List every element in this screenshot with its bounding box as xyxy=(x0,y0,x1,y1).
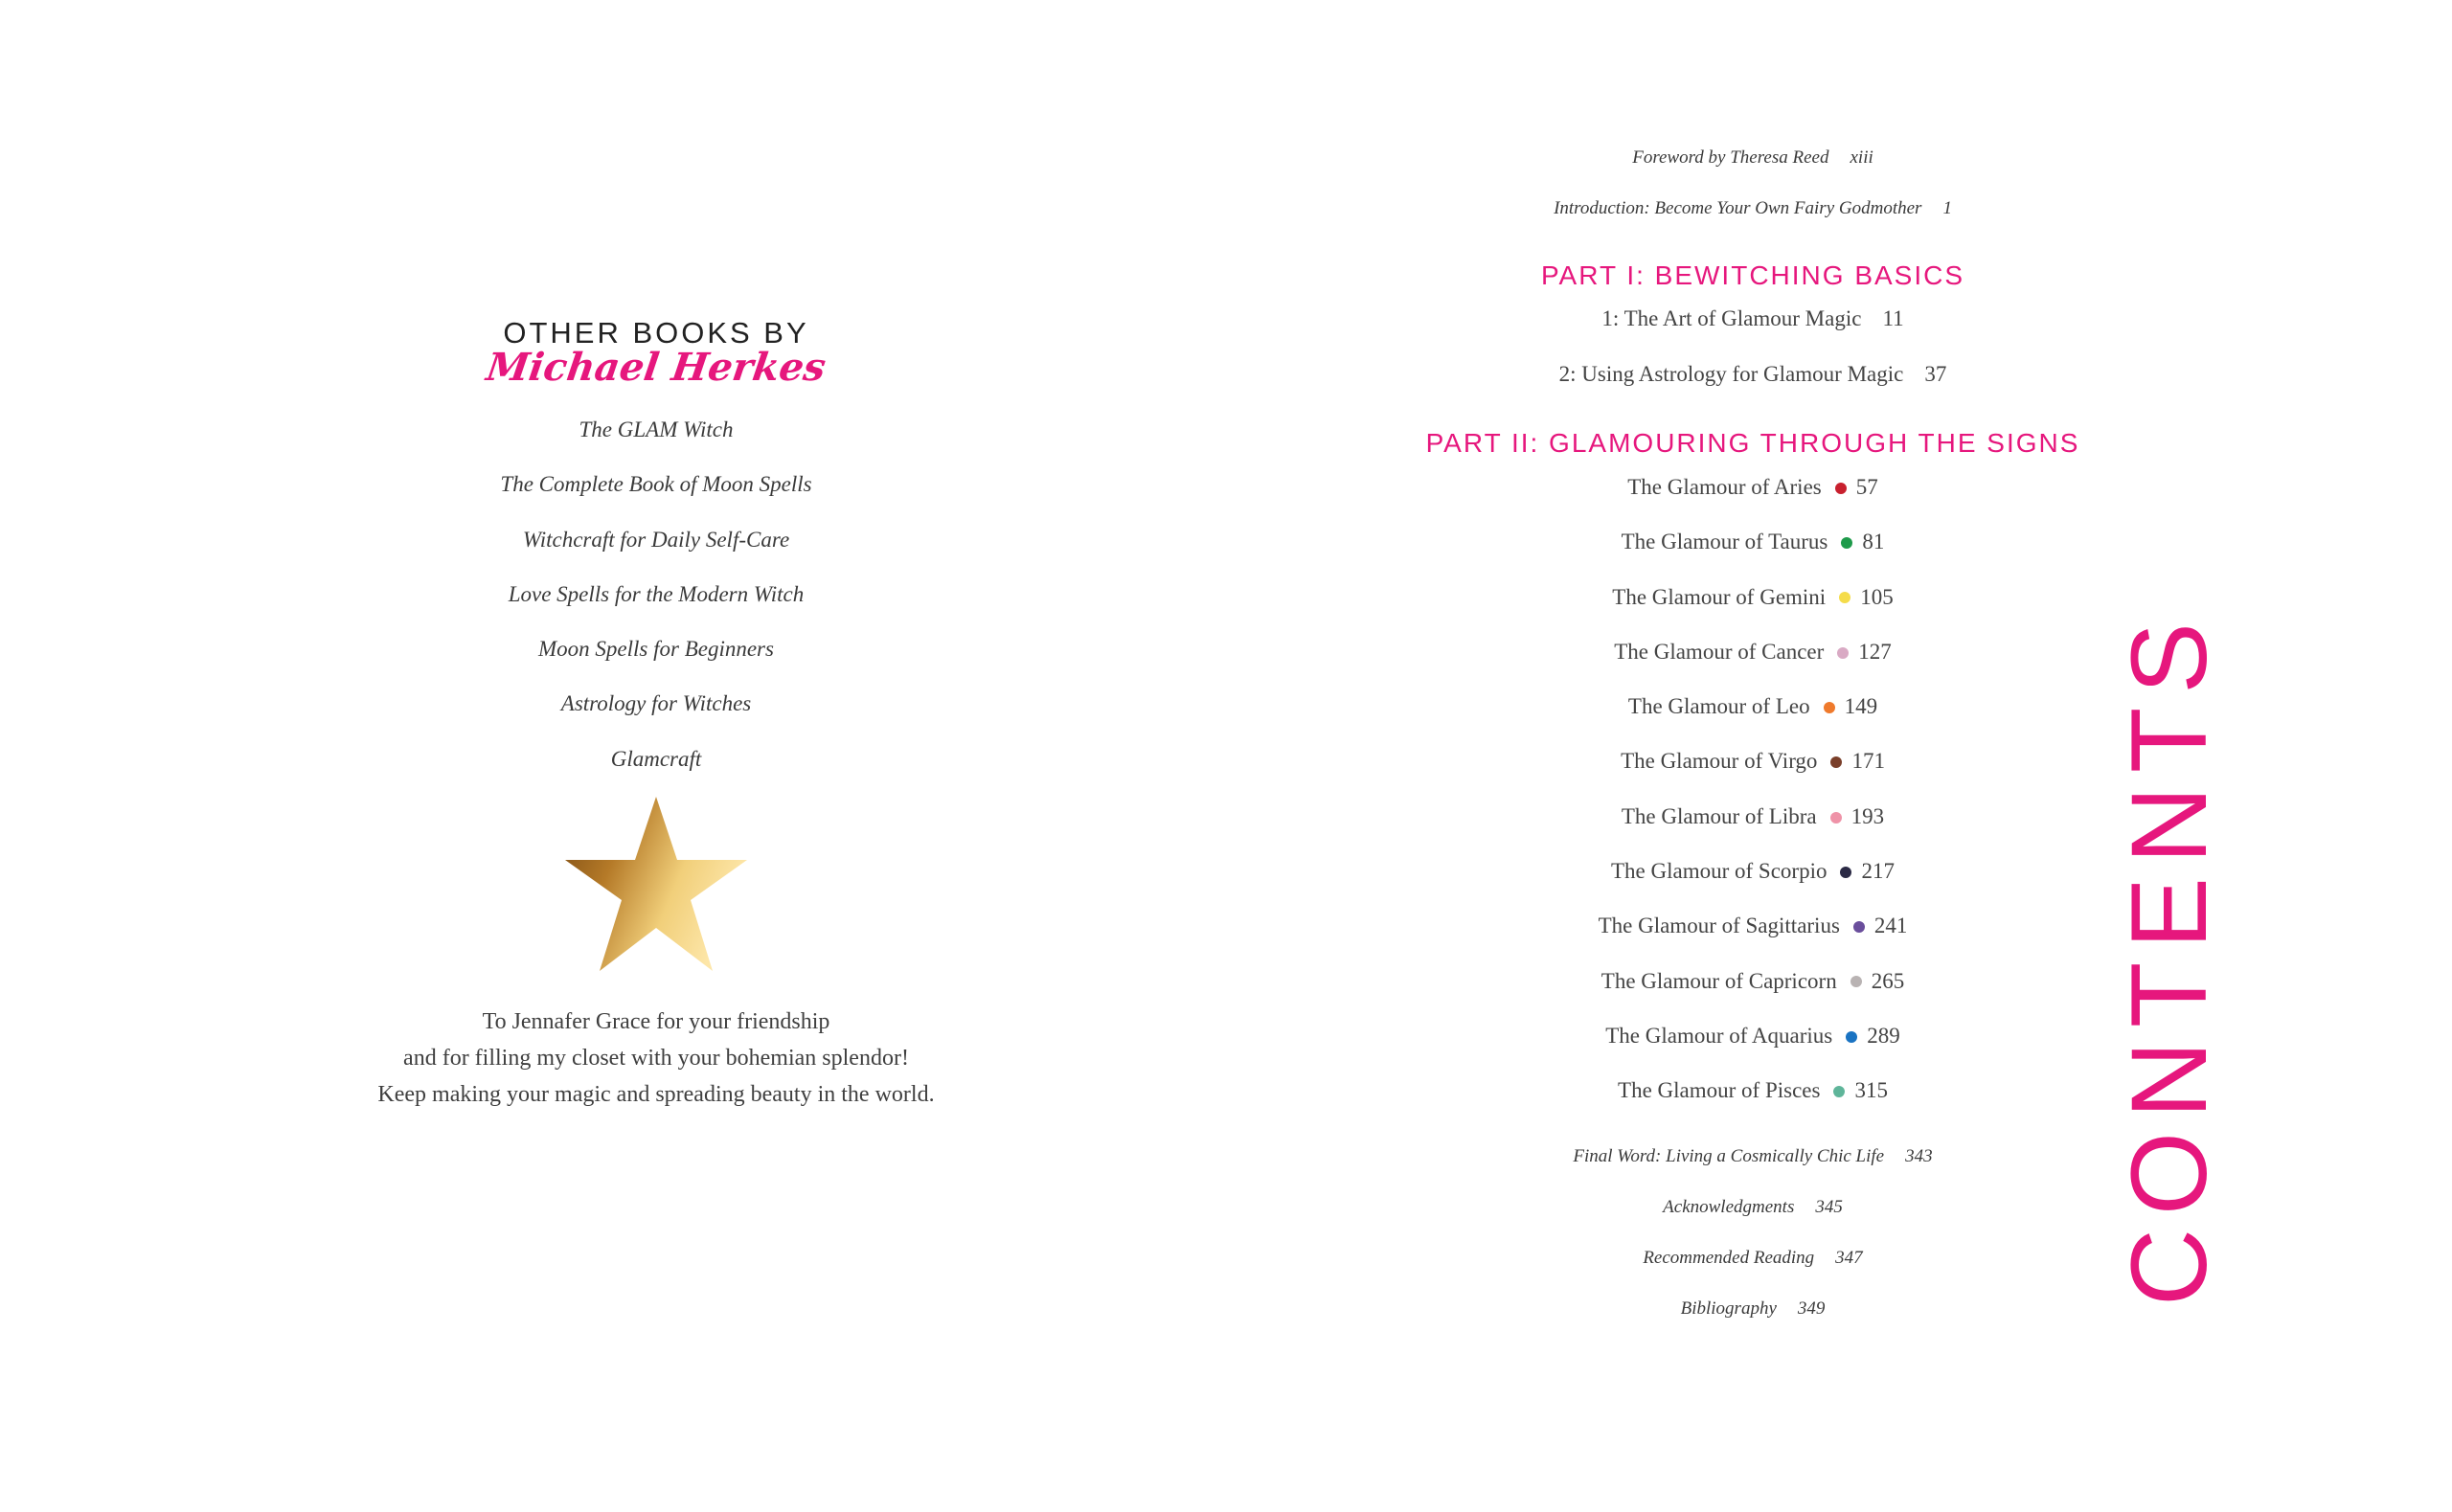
toc-entry-label: The Glamour of Capricorn xyxy=(1601,968,1837,993)
toc-entry-sign[interactable] xyxy=(1360,855,2146,910)
toc-page-number: 217 xyxy=(1861,859,1895,884)
toc-entry-label: The Glamour of Taurus xyxy=(1621,530,1828,554)
color-dot-icon xyxy=(1840,867,1851,878)
toc-page-number: 289 xyxy=(1867,1023,1900,1048)
color-dot-icon xyxy=(1853,921,1865,933)
toc-entry-sign[interactable] xyxy=(1360,690,2146,745)
color-dot-icon xyxy=(1841,537,1852,549)
toc-page-number: 347 xyxy=(1835,1248,1863,1268)
color-dot-icon xyxy=(1830,756,1842,768)
toc-entry-label: The Glamour of Cancer xyxy=(1614,639,1825,664)
color-dot-icon xyxy=(1835,483,1847,494)
toc-entry-acknowledgments[interactable] xyxy=(1360,1197,2146,1218)
toc-entry-bibliography[interactable] xyxy=(1360,1298,2146,1320)
toc-entry-label: Recommended Reading xyxy=(1643,1248,1815,1268)
toc-page-number: 149 xyxy=(1844,694,1878,719)
toc-page-number: 37 xyxy=(1924,362,1947,386)
toc-entry-sign[interactable] xyxy=(1360,636,2146,690)
toc-entry-sign[interactable] xyxy=(1360,801,2146,855)
toc-entry-label: Introduction: Become Your Own Fairy Godmother xyxy=(1554,198,1922,218)
dedication-line: and for filling my closet with your bohemian splendor! xyxy=(403,1046,909,1071)
toc-page-number: 349 xyxy=(1797,1298,1826,1319)
toc-page-number: 1 xyxy=(1942,198,1952,218)
toc-page-number: 57 xyxy=(1855,475,1878,499)
toc-page-number: 81 xyxy=(1862,530,1885,554)
toc-entry-label: The Glamour of Pisces xyxy=(1618,1078,1821,1103)
contents-title-text: CONTENTS xyxy=(2109,609,2229,1306)
toc-entry-label: The Glamour of Aquarius xyxy=(1605,1023,1833,1048)
toc-entry-sign[interactable] xyxy=(1360,471,2146,526)
book-title: Moon Spells for Beginners xyxy=(538,637,774,662)
toc-entry-introduction[interactable] xyxy=(1360,198,2146,219)
toc-entry-label: The Glamour of Libra xyxy=(1621,803,1817,828)
toc-entry-chapter2[interactable] xyxy=(1360,362,2146,387)
toc-page-number: 265 xyxy=(1871,968,1905,993)
book-title: Witchcraft for Daily Self-Care xyxy=(522,527,790,552)
contents-title xyxy=(2109,609,2229,1306)
book-title: The GLAM Witch xyxy=(579,417,734,441)
toc-page-number: 127 xyxy=(1858,639,1892,664)
toc-entry-label: Acknowledgments xyxy=(1663,1197,1795,1217)
part2-heading: PART II: GLAMOURING THROUGH THE SIGNS xyxy=(1425,428,2080,458)
toc-entry-sign[interactable] xyxy=(1360,1020,2146,1074)
other-books-header: OTHER BOOKS BY xyxy=(503,316,809,350)
color-dot-icon xyxy=(1850,976,1862,987)
toc-entry-final-word[interactable] xyxy=(1360,1146,2146,1167)
toc-page-number: 105 xyxy=(1860,584,1894,609)
toc-entry-chapter1[interactable] xyxy=(1360,306,2146,331)
toc-entry-foreword[interactable] xyxy=(1360,147,2146,169)
toc-page-number: 343 xyxy=(1905,1146,1933,1166)
toc-entry-label: The Glamour of Sagittarius xyxy=(1598,914,1840,938)
color-dot-icon xyxy=(1830,812,1842,824)
toc-entry-sign[interactable] xyxy=(1360,581,2146,636)
toc-entry-label: Final Word: Living a Cosmically Chic Life xyxy=(1573,1146,1885,1166)
toc-entry-label: 1: The Art of Glamour Magic xyxy=(1601,306,1862,330)
toc-entry-sign[interactable] xyxy=(1360,910,2146,964)
toc-entry-label: The Glamour of Virgo xyxy=(1621,749,1818,774)
books-list xyxy=(0,414,1312,798)
toc-entry-label: The Glamour of Leo xyxy=(1627,694,1810,719)
toc-page-number: 11 xyxy=(1882,306,1904,330)
toc-entry-label: The Glamour of Scorpio xyxy=(1611,859,1828,884)
toc-page-number: 171 xyxy=(1851,749,1885,774)
part1-heading: PART I: BEWITCHING BASICS xyxy=(1540,260,1965,290)
toc-entry-sign[interactable] xyxy=(1360,745,2146,800)
toc-page-number: 241 xyxy=(1873,914,1908,938)
color-dot-icon xyxy=(1824,702,1835,713)
toc-entry-label: The Glamour of Aries xyxy=(1627,475,1822,499)
toc-entry-label: The Glamour of Gemini xyxy=(1612,584,1827,609)
toc-entry-label: Bibliography xyxy=(1680,1298,1777,1319)
dedication-line: To Jennafer Grace for your friendship xyxy=(482,1009,830,1034)
dedication xyxy=(0,1004,1312,1113)
toc-entry-sign[interactable] xyxy=(1360,965,2146,1020)
toc-page-number: 345 xyxy=(1815,1197,1843,1217)
author-name: Michael Herkes xyxy=(483,345,829,390)
book-title: The Complete Book of Moon Spells xyxy=(500,472,812,497)
toc-entry-recommended-reading[interactable] xyxy=(1360,1248,2146,1269)
toc-entry-label: Foreword by Theresa Reed xyxy=(1632,147,1829,168)
color-dot-icon xyxy=(1846,1031,1857,1043)
toc-entry-label: 2: Using Astrology for Glamour Magic xyxy=(1558,362,1904,386)
sign-chapter-list xyxy=(1360,471,2146,1130)
toc-page-number: 315 xyxy=(1854,1078,1888,1103)
toc-page-number: xiii xyxy=(1850,147,1873,168)
color-dot-icon xyxy=(1839,592,1850,603)
dedication-line: Keep making your magic and spreading beauty in the world. xyxy=(377,1082,935,1107)
toc-page-number: 193 xyxy=(1850,803,1885,828)
color-dot-icon xyxy=(1833,1086,1845,1097)
color-dot-icon xyxy=(1837,647,1849,659)
book-title: Glamcraft xyxy=(610,746,702,771)
toc-entry-sign[interactable] xyxy=(1360,526,2146,580)
book-title: Astrology for Witches xyxy=(560,691,752,716)
book-title: Love Spells for the Modern Witch xyxy=(508,581,805,606)
toc-entry-sign[interactable] xyxy=(1360,1074,2146,1129)
gold-star-icon xyxy=(565,797,747,971)
